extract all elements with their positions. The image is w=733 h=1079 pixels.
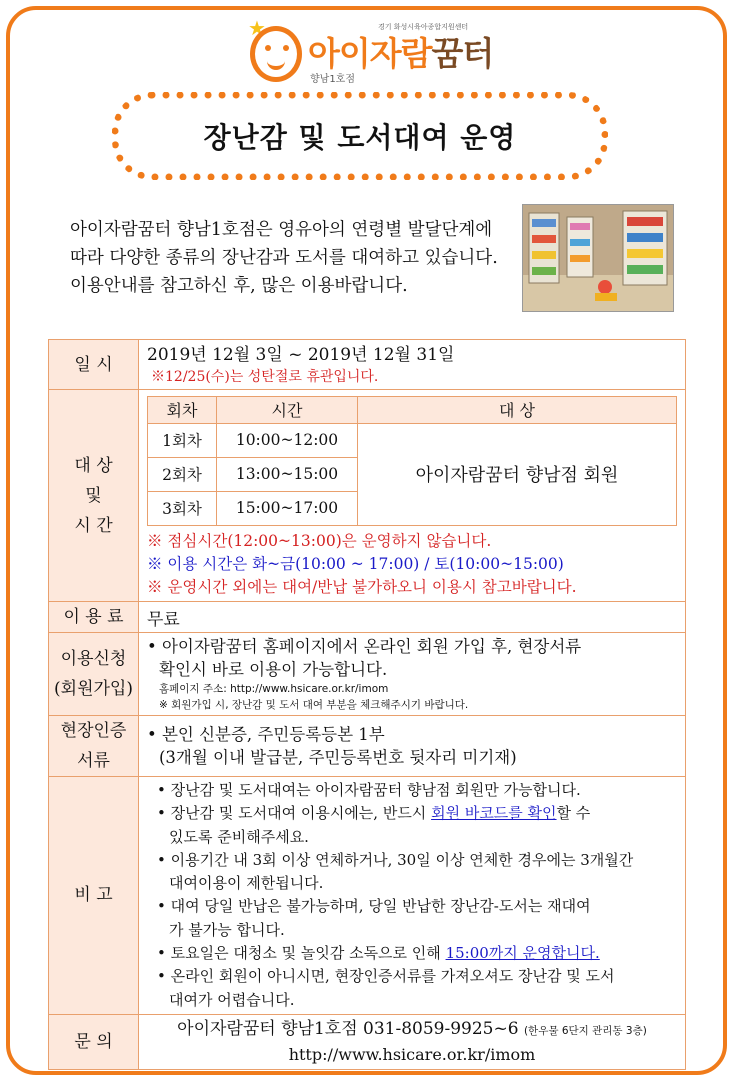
schedule-table [147,396,677,526]
label-line: 및 [85,485,102,506]
contact-phone: 아이자람꿈터 향남1호점 031-8059-9925~6 [177,1018,519,1039]
remark-line: • 대여 당일 반납은 불가능하며, 당일 반납한 장난감-도서는 재대여 [157,897,591,916]
session-time: 13:00~15:00 [217,457,358,491]
barcode-highlight: 회원 바코드를 확인 [431,804,557,823]
row-date [49,340,686,390]
intro-line: 따라 다양한 종류의 장난감과 도서를 대여하고 있습니다. [70,248,498,268]
header-target: 대 상 [358,396,677,423]
label-line: 서류 [77,751,110,771]
row-apply [49,633,686,716]
session-time: 10:00~12:00 [217,423,358,457]
docs-line: • 본인 신분증, 주민등록등본 1부 [147,725,385,744]
remark-line [157,802,677,825]
header-session: 회차 [148,396,217,423]
apply-line: 확인시 바로 이용이 가능합니다. [159,660,388,679]
label-line: 대 상 [74,455,113,476]
remark-line: 대여가 어렵습니다. [169,990,295,1009]
logo-title-a: 아이자람 [308,34,432,73]
closed-note: ※ 운영시간 외에는 대여/반납 불가하오니 이용시 참고바랍니다. [147,577,577,596]
session-no: 3회차 [148,491,217,525]
contact-line [147,1017,677,1043]
label-fee: 이 용 료 [49,602,139,633]
logo-title-b: 꿈터 [431,34,494,73]
info-table [48,339,686,1070]
label-docs [49,716,139,777]
logo-org: 경기 화성시육아종합지원센터 [378,23,469,31]
row-remarks [49,777,686,1015]
date-value: 2019년 12월 3일 ~ 2019년 12월 31일 [147,344,455,365]
row-docs [49,716,686,777]
row-schedule [49,390,686,602]
label-line: (회원가입) [54,679,133,699]
intro-text [70,216,515,300]
hours-note: ※ 이용 시간은 화~금(10:00 ~ 17:00) / 토(10:00~15:00) [147,554,564,573]
label-apply [49,633,139,716]
contact-cell [139,1014,686,1069]
toy-library-photo [522,204,674,312]
docs-line: (3개월 이내 발급분, 주민등록번호 뒷자리 미기재) [159,748,517,767]
intro-line: 이용안내를 참고하신 후, 많은 이용바랍니다. [70,276,408,296]
remarks-cell [139,777,686,1015]
date-cell [139,340,686,390]
apply-line: • 아이자람꿈터 홈페이지에서 온라인 회원 가입 후, 현장서류 [147,637,582,656]
session-no: 2회차 [148,457,217,491]
remark-line: • 장난감 및 도서대여는 아이자람꿈터 향남점 회원만 가능합니다. [157,781,581,799]
label-schedule [49,390,139,602]
table-row [148,423,677,457]
signup-note: ※ 회원가입 시, 장난감 및 도서 대여 부분을 체크해주시기 바랍니다. [159,699,469,711]
remark-text: • 토요일은 대청소 및 놀잇감 소독으로 인해 [157,944,446,963]
logo-branch: 향남1호점 [310,74,356,85]
label-contact: 문 의 [49,1014,139,1069]
label-remarks: 비 고 [49,777,139,1015]
row-fee [49,602,686,633]
star-icon: ★ [248,16,266,40]
remark-text: 할 수 [556,804,591,823]
contact-address: (한우물 6단지 관리동 3층) [523,1024,647,1037]
remark-text: • 장난감 및 도서대여 이용시에는, 반드시 [157,804,432,823]
title-banner [112,92,608,180]
session-time: 15:00~17:00 [217,491,358,525]
smiley-logo-icon [250,26,302,82]
remark-line: 있도록 준비해주세요. [169,827,309,846]
session-target: 아이자람꿈터 향남점 회원 [358,423,677,525]
label-line: 시 간 [74,515,113,536]
logo-title [308,28,493,75]
apply-cell [139,633,686,716]
fee-value: 무료 [139,602,686,633]
docs-cell [139,716,686,777]
remark-line [157,942,677,965]
label-line: 현장인증 [60,721,127,741]
session-no: 1회차 [148,423,217,457]
remark-line: 가 불가능 합니다. [169,920,285,939]
page-title: 장난감 및 도서대여 운영 [203,121,517,154]
lunch-note: ※ 점심시간(12:00~13:00)은 운영하지 않습니다. [147,531,492,550]
remark-line: 대여이용이 제한됩니다. [169,874,324,893]
schedule-cell [139,390,686,602]
holiday-note: ※12/25(수)는 성탄절로 휴관입니다. [151,368,379,385]
label-date: 일 시 [49,340,139,390]
intro-line: 아이자람꿈터 향남1호점은 영유아의 연령별 발달단계에 [70,220,493,240]
saturday-hours-highlight: 15:00까지 운영합니다. [445,944,600,963]
logo [248,16,494,90]
remark-line: • 온라인 회원이 아니시면, 현장인증서류를 가져오셔도 장난감 및 도서 [157,967,615,986]
remark-line: • 이용기간 내 3회 이상 연체하거나, 30일 이상 연체한 경우에는 3개월간 [157,850,634,869]
homepage-address: 홈페이지 주소: http://www.hsicare.or.kr/imom [159,683,389,695]
contact-url: http://www.hsicare.or.kr/imom [288,1044,536,1064]
header-time: 시간 [217,396,358,423]
row-contact [49,1014,686,1069]
label-line: 이용신청 [60,649,127,669]
